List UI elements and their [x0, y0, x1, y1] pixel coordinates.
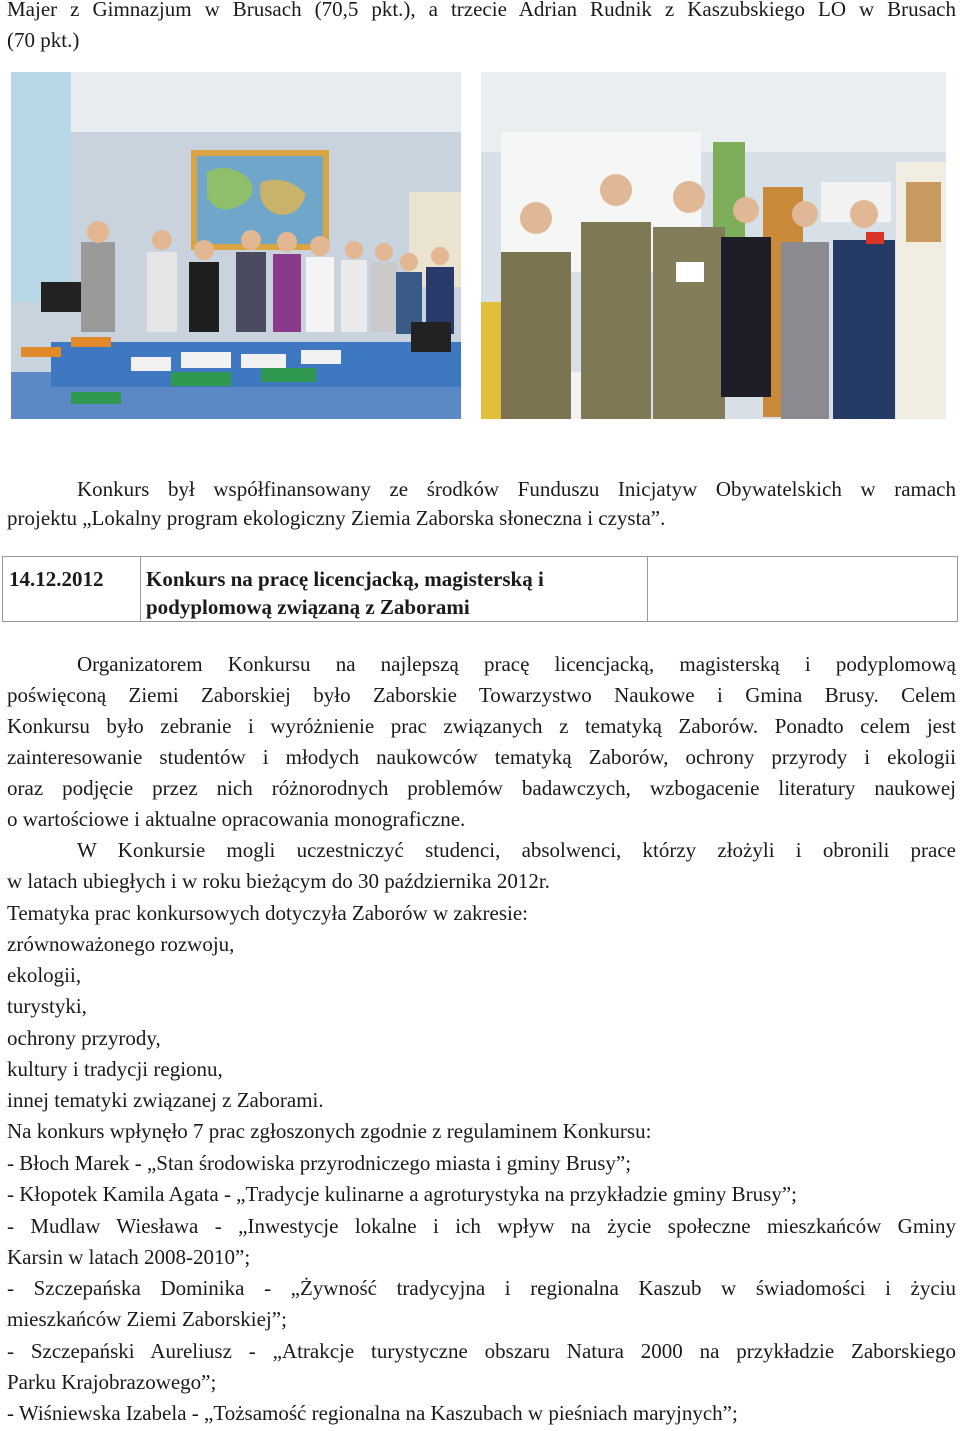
entry-item: - Szczepańska Dominika - „Żywność tradycyjna i regionalna Kaszub w świadomości i życiu	[7, 1276, 956, 1300]
topics-intro: Tematyka prac konkursowych dotyczyła Zaborów w zakresie:	[7, 901, 529, 925]
body-p2-line-2: w latach ubiegłych i w roku bieżącym do 30 października 2012r.	[7, 869, 550, 893]
entry-item-continuation: mieszkańców Ziemi Zaborskiej”;	[7, 1307, 287, 1331]
entry-item: - Szczepański Aureliusz - „Atrakcje turystyczne obszaru Natura 2000 na przykładzie Zaborskiego	[7, 1339, 956, 1363]
topic-item: turystyki,	[7, 994, 87, 1018]
topic-item: kultury i tradycji regionu,	[7, 1057, 223, 1081]
body-p1-line-4: zainteresowanie studentów i młodych naukowców tematyką Zaborów, ochrony przyrody i ekologii	[7, 745, 956, 769]
body-p1-line-2: poświęconą Ziemi Zaborskiej było Zaborskie Towarzystwo Naukowe i Gmina Brusy. Celem	[7, 683, 956, 707]
body-p1-line-3: Konkursu było zebranie i wyróżnienie prac związanych z tematyką Zaborów. Ponadto celem jest	[7, 714, 956, 738]
funding-line-1: Konkurs był współfinansowany ze środków Funduszu Inicjatyw Obywatelskich w ramach	[77, 477, 956, 501]
event-title-cell	[140, 557, 648, 621]
photo-students-classroom	[11, 72, 461, 419]
intro-line-1: Majer z Gimnazjum w Brusach (70,5 pkt.), a trzecie Adrian Rudnik z Kaszubskiego LO w Brusach	[7, 0, 956, 21]
event-title	[146, 565, 544, 621]
body-p1-line-1: Organizatorem Konkursu na najlepszą pracę licencjacką, magisterską i podyplomową	[77, 652, 956, 676]
entry-item: - Wiśniewska Izabela - „Tożsamość regionalna na Kaszubach w pieśniach maryjnych”;	[7, 1401, 738, 1425]
event-title-line-1: Konkurs na pracę licencjacką, magisterską i	[146, 567, 544, 591]
event-date-cell	[3, 557, 141, 621]
intro-line-2: (70 pkt.)	[7, 28, 80, 52]
topic-item: zrównoważonego rozwoju,	[7, 932, 235, 956]
photo-foresters-speech	[481, 72, 946, 419]
entry-item: - Błoch Marek - „Stan środowiska przyrodniczego miasta i gminy Brusy”;	[7, 1151, 632, 1175]
entries-intro: Na konkurs wpłynęło 7 prac zgłoszonych zgodnie z regulaminem Konkursu:	[7, 1119, 652, 1143]
event-title-line-2: podyplomową związaną z Zaborami	[146, 595, 470, 619]
topic-item: innej tematyki związanej z Zaborami.	[7, 1088, 324, 1112]
event-header-table	[2, 556, 958, 622]
entry-item-continuation: Parku Krajobrazowego”;	[7, 1370, 217, 1394]
body-p1-line-5: oraz podjęcie przez nich różnorodnych problemów badawczych, wzbogacenie literatury naukowej	[7, 776, 956, 800]
entry-item: - Kłopotek Kamila Agata - „Tradycje kulinarne a agroturystyka na przykładzie gminy Brusy”;	[7, 1182, 797, 1206]
body-p2-line-1: W Konkursie mogli uczestniczyć studenci, absolwenci, którzy złożyli i obronili prace	[77, 838, 956, 862]
entry-item: - Mudlaw Wiesława - „Inwestycje lokalne i ich wpływ na życie społeczne mieszkańców Gminy	[7, 1214, 956, 1238]
event-date: 14.12.2012	[9, 567, 104, 591]
entry-item-continuation: Karsin w latach 2008-2010”;	[7, 1245, 251, 1269]
topic-item: ekologii,	[7, 963, 82, 987]
body-p1-line-6: o wartościowe i aktualne opracowania monograficzne.	[7, 807, 466, 831]
funding-line-2: projektu „Lokalny program ekologiczny Ziemia Zaborska słoneczna i czysta”.	[7, 506, 666, 530]
topic-item: ochrony przyrody,	[7, 1026, 161, 1050]
